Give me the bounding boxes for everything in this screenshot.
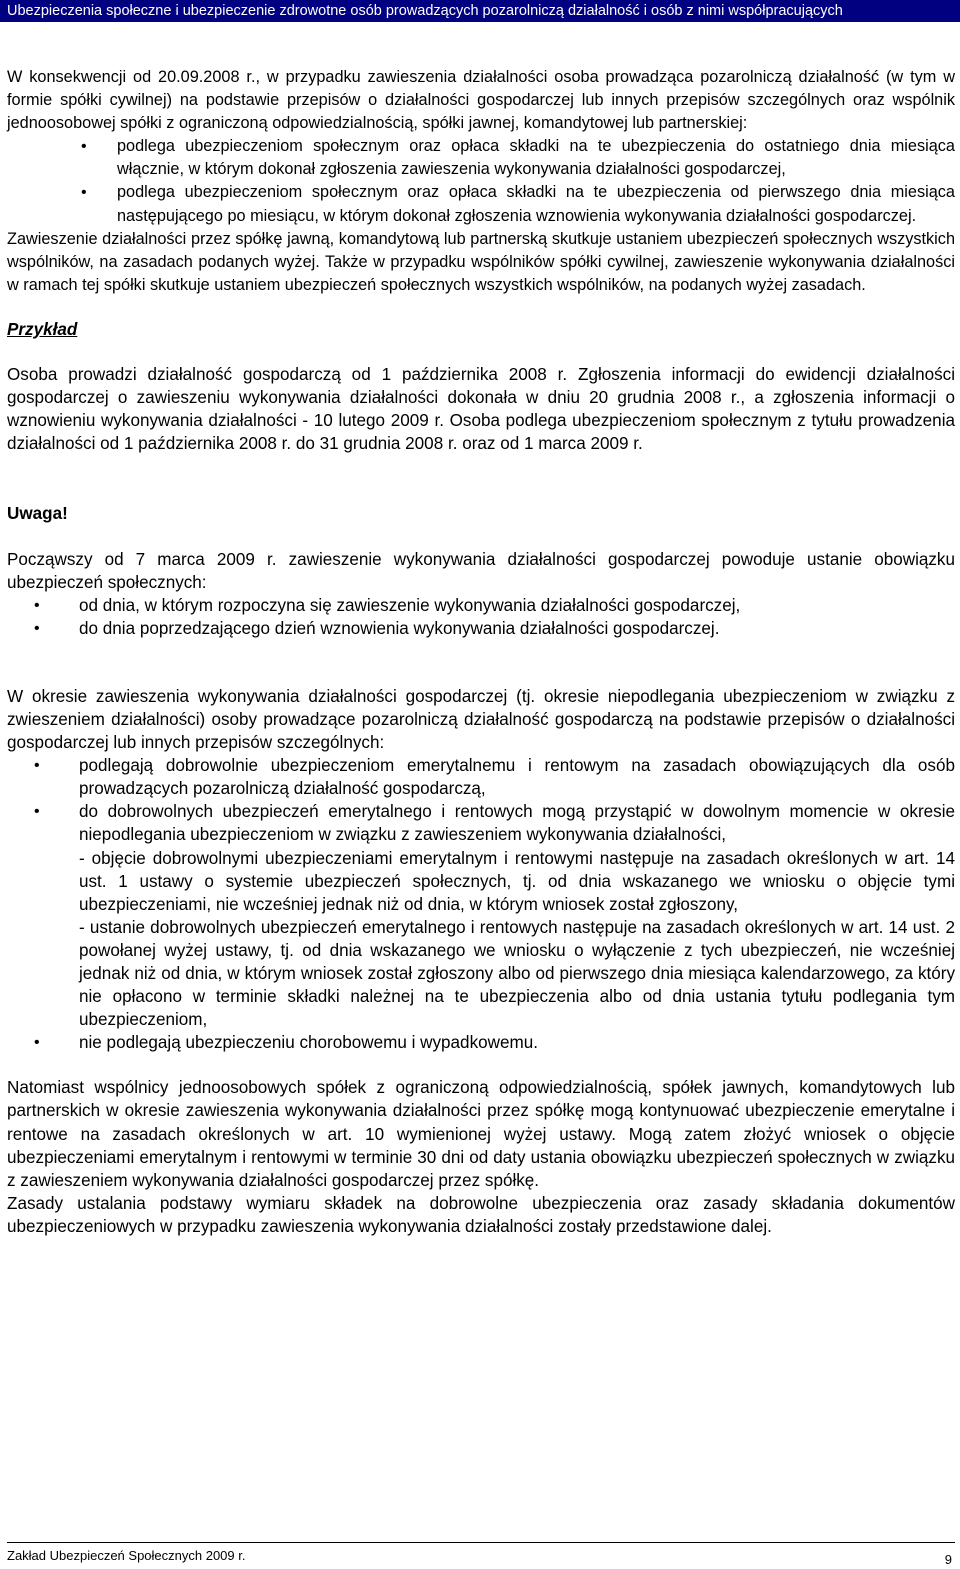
bullet-icon: • (34, 619, 40, 637)
section-suspension (7, 66, 955, 297)
list-item-text: do dnia poprzedzającego dzień wznowienia wykonywania działalności gospodarczej. (79, 618, 720, 638)
section-period-list (7, 754, 955, 846)
list-item-text: podlega ubezpieczeniom społecznym oraz opłaca składki na te ubezpieczenia do ostatniego dnia miesiąca włącznie, w którym dokonał zgłoszenia zawieszenia wykonywania działalności gospodarczej, (117, 137, 955, 179)
bullet-icon: • (81, 184, 87, 202)
list-item (7, 135, 955, 181)
bullet-icon: • (34, 803, 40, 821)
section-suspension-paragraph: Zawieszenie działalności przez spółkę jawną, komandytową lub partnerską skutkuje ustaniem ubezpieczeń społecznych wszystkich wspólników, na zasadach podanych wyżej. Także w przypadku wspólników spółki cywilnej, zawieszenie wykonywania działalności w ramach tej spółki skutkuje ustaniem ubezpieczeń społecznych wszystkich wspólników, na podanych wyżej zasadach. (7, 229, 955, 294)
sub-paragraph-inclusion: - objęcie dobrowolnymi ubezpieczeniami emerytalnym i rentowymi następuje na zasadach określonych w art. 14 ust. 1 ustawy o systemie ubezpieczeń społecznych, tj. od dnia wskazanego we wniosku o objęcie tymi ubezpieczeniami, nie wcześniej jednak niż od dnia, w którym wniosek został zgłoszony, (79, 848, 955, 914)
list-item-text: do dobrowolnych ubezpieczeń emerytalnego i rentowych mogą przystąpić w dowolnym momencie w okresie niepodlegania ubezpieczeniom w związku z zawieszeniem wykonywania działalności, (79, 802, 955, 845)
list-item (7, 754, 955, 800)
note-heading: Uwaga! (7, 504, 68, 524)
list-item (7, 617, 955, 640)
list-item (7, 181, 955, 227)
page-number: 9 (944, 1552, 952, 1567)
footer-divider (7, 1542, 955, 1543)
bullet-icon: • (34, 757, 40, 775)
sub-paragraph-termination: - ustanie dobrowolnych ubezpieczeń emerytalnego i rentowych następuje na zasadach określonych w art. 14 ust. 2 powołanej wyżej ustawy, tj. od dnia wskazanego we wniosku o wyłączenie z tych ubezpieczeń, nie wcześniej jednak niż od dnia, w którym wniosek został zgłoszony albo od pierwszego dnia miesiąca kalendarzowego, za który nie opłacono w terminie składki należnej na te ubezpieczenia albo od dnia ustania tytułu podlegania tym ubezpieczeniom, (79, 917, 955, 1030)
running-header-text: Ubezpieczenia społeczne i ubezpieczenie zdrowotne osób prowadzących pozarolniczą działalność i osób z nimi współpracujących (7, 3, 843, 19)
list-item (7, 800, 955, 846)
note-intro: Począwszy od 7 marca 2009 r. zawieszenie wykonywania działalności gospodarczej powoduje ustanie obowiązku ubezpieczeń społecznych: (7, 549, 955, 592)
section-period-intro: W okresie zawieszenia wykonywania działalności gospodarczej (tj. okresie niepodlegania ubezpieczeniom w związku z zwieszeniem działalności) osoby prowadzące pozarolniczą działalność gospodarczą na podstawie przepisów o działalności gospodarczej lub innych przepisów szczególnych: (7, 686, 955, 753)
section-rules-paragraph: Zasady ustalania podstawy wymiaru składek na dobrowolne ubezpieczenia oraz zasady składania dokumentów ubezpieczeniowych w przypadku zawieszenia wykonywania działalności zostały przedstawione dalej. (7, 1193, 955, 1236)
running-header (0, 0, 960, 22)
list-item-text: nie podlegają ubezpieczeniu chorobowemu i wypadkowemu. (79, 1033, 538, 1053)
list-item (7, 1031, 955, 1054)
section-suspension-intro: W konsekwencji od 20.09.2008 r., w przypadku zawieszenia działalności osoba prowadząca pozarolniczą działalność (w tym w formie spółki cywilnej) na podstawie przepisów o działalności gospodarczej lub innych przepisów szczególnych oraz wspólnik jednoosobowej spółki z ograniczoną odpowiedzialnością, spółki jawnej, komandytowej lub partnerskiej: (7, 68, 955, 133)
list-item (7, 594, 955, 617)
note-list (7, 594, 955, 640)
example-heading: Przykład (7, 319, 78, 339)
list-item-text: podlegają dobrowolnie ubezpieczeniom emerytalnemu i rentowym na zasadach obowiązujących dla osób prowadzących pozarolniczą działalność gospodarczą, (79, 756, 955, 799)
bullet-icon: • (81, 138, 87, 156)
section-suspension-list (7, 135, 955, 227)
list-item-text: od dnia, w którym rozpoczyna się zawieszenie wykonywania działalności gospodarczej, (79, 595, 741, 615)
list-item-text: podlega ubezpieczeniom społecznym oraz opłaca składki na te ubezpieczenia od pierwszego dnia miesiąca następującego po miesiącu, w którym dokonał zgłoszenia wznowienia wykonywania działalności gospodarczej. (117, 183, 955, 225)
footer-publisher: Zakład Ubezpieczeń Społecznych 2009 r. (7, 1548, 246, 1563)
bullet-icon: • (34, 596, 40, 614)
bullet-icon: • (34, 1034, 40, 1052)
section-partners-paragraph: Natomiast wspólnicy jednoosobowych spółek z ograniczoną odpowiedzialnością, spółek jawnych, komandytowych lub partnerskich w okresie zawieszenia wykonywania działalności przez spółkę mogą kontynuować ubezpieczenie emerytalne i rentowe na zasadach określonych w art. 10 wymienionej wyżej ustawy. Mogą zatem złożyć wniosek o objęcie ubezpieczeniami emerytalnym i rentowymi w terminie 30 dni od daty ustania obowiązku ubezpieczeń społecznych w związku z zawieszeniem wykonywania działalności gospodarczej przez spółkę. (7, 1078, 955, 1190)
section-period-list-end (7, 1031, 955, 1054)
example-text: Osoba prowadzi działalność gospodarczą od 1 października 2008 r. Zgłoszenia informacji do ewidencji działalności gospodarczej o zawieszeniu wykonywania działalności dokonała w dniu 20 grudnia 2008 r., a zgłoszenia informacji o wznowieniu wykonywania działalności - 10 lutego 2009 r. Osoba podlega ubezpieczeniom społecznym z tytułu prowadzenia działalności od 1 października 2008 r. do 31 grudnia 2008 r. oraz od 1 marca 2009 r. (7, 365, 955, 454)
document-body (7, 66, 955, 1238)
